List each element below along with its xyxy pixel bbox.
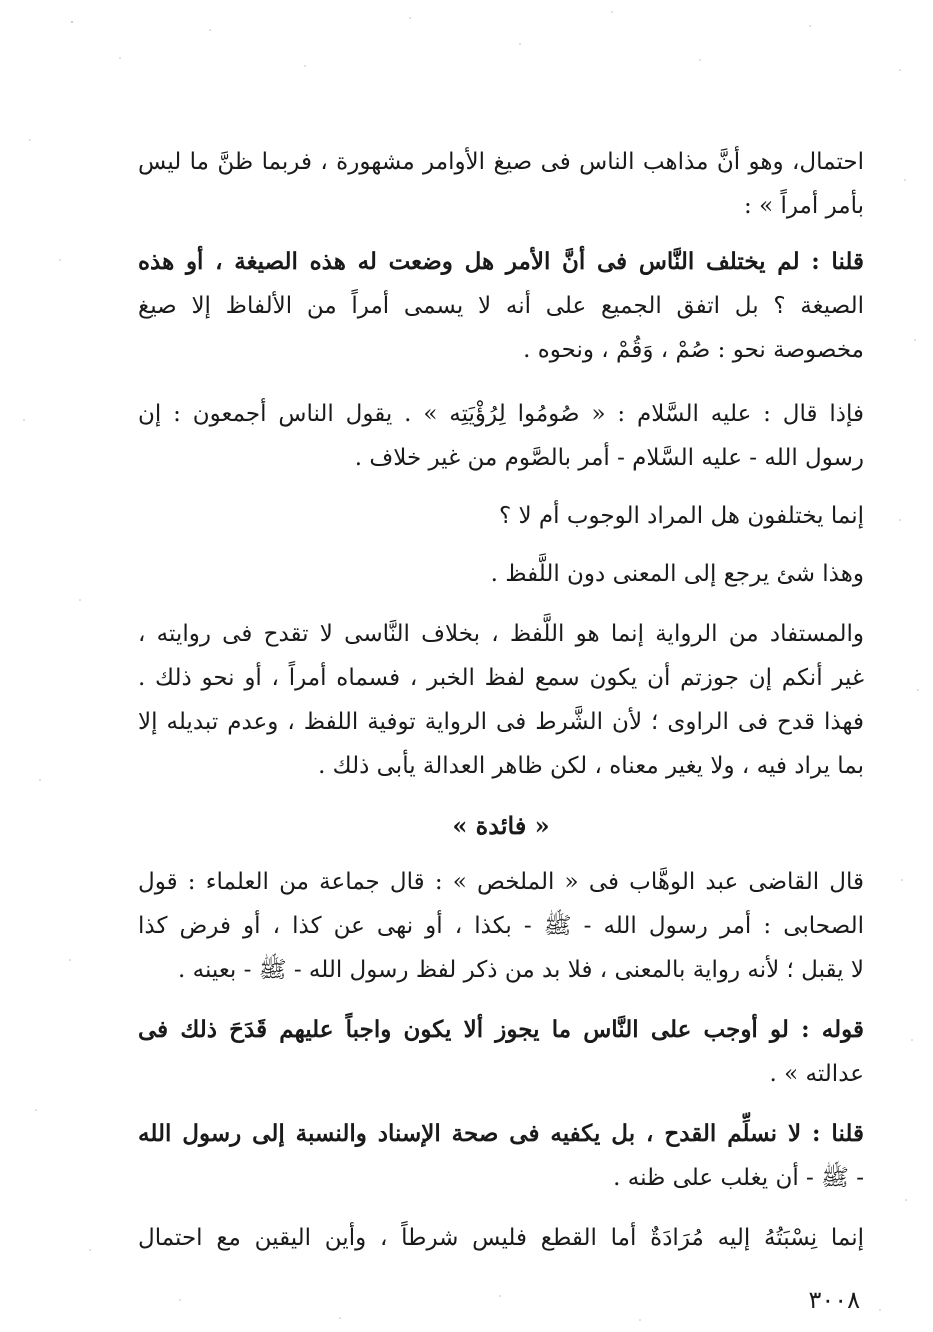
paragraph-qulna-1 [138, 240, 864, 372]
text-line-lead: قلنا : لا نسلِّم القدح ، بل يكفيه فى صحة الإسناد والنسبة إلى رسول الله [138, 1120, 864, 1147]
text-line: احتمال، وهو أنَّ مذاهب الناس فى صيغ الأوامر مشهورة ، فربما ظنَّ ما ليس [138, 149, 864, 175]
text-line: رسول الله - عليه السَّلام - أمر بالصَّوم من غير خلاف . [354, 445, 864, 471]
text-line-lead: قوله : لو أوجب على النَّاس ما يجوز ألا يكون واجباً عليهم قَدَحَ ذلك فى [138, 1016, 864, 1043]
text-line: قال القاضى عبد الوهَّاب فى « الملخص » : قال جماعة من العلماء : قول [138, 869, 864, 895]
paragraph-qulna-2 [138, 1112, 864, 1200]
text-line: فإذا قال : عليه السَّلام : « صُومُوا لِرُؤْيَتِه » . يقول الناس أجمعون : إن [138, 401, 864, 427]
text-line: إنما يختلفون هل المراد الوجوب أم لا ؟ [498, 503, 864, 529]
paragraph-meaning [138, 552, 864, 596]
paragraph-nisbatuhu [138, 1216, 864, 1260]
text-line: بما يراد فيه ، ولا يغير معناه ، لكن ظاهر العدالة يأبى ذلك . [318, 753, 864, 779]
page-number: ٣٠٠٨ [808, 1286, 860, 1314]
text-line: غير أنكم إن جوزتم أن يكون سمع لفظ الخبر ، فسماه أمراً ، أو نحو ذلك . [138, 665, 864, 691]
text-line: بأمر أمراً » : [744, 193, 864, 219]
text-line: عدالته » . [769, 1061, 864, 1087]
paragraph-continuation [138, 140, 864, 228]
paragraph-riwaya [138, 612, 864, 788]
text-line: والمستفاد من الرواية إنما هو اللَّفظ ، بخلاف النَّاسى لا تقدح فى روايته ، [138, 621, 864, 647]
paragraph-qawluhu [138, 1008, 864, 1096]
text-line: مخصوصة نحو : صُمْ ، وَقُمْ ، ونحوه . [523, 337, 864, 363]
text-line: الصيغة ؟ بل اتفق الجميع على أنه لا يسمى أمراً من الألفاظ إلا صيغ [138, 293, 864, 319]
text-line: - ﷺ - أن يغلب على ظنه . [613, 1165, 864, 1191]
text-line: إنما نِسْبَتُهُ إليه مُرَادَةٌ أما القطع فليس شرطاً ، وأين اليقين مع احتمال [138, 1225, 864, 1251]
text-line: فهذا قدح فى الراوى ؛ لأن الشَّرط فى الرواية توفية اللفظ ، وعدم تبديله إلا [138, 709, 864, 735]
paragraph-qadi-abd-al-wahhab [138, 860, 864, 992]
paragraph-hadith-quote [138, 392, 864, 480]
text-line: الصحابى : أمر رسول الله - ﷺ - بكذا ، أو نهى عن كذا ، أو فرض كذا [138, 913, 864, 939]
text-line: وهذا شئ يرجع إلى المعنى دون اللَّفظ . [490, 561, 864, 587]
text-line: لا يقبل ؛ لأنه رواية بالمعنى ، فلا بد من ذكر لفظ رسول الله - ﷺ - بعينه . [178, 957, 864, 983]
section-heading-faida: « فائدة » [452, 811, 550, 840]
text-line-lead: قلنا : لم يختلف النَّاس فى أنَّ الأمر هل وضعت له هذه الصيغة ، أو هذه [138, 248, 864, 275]
paragraph-disagreement [138, 494, 864, 538]
